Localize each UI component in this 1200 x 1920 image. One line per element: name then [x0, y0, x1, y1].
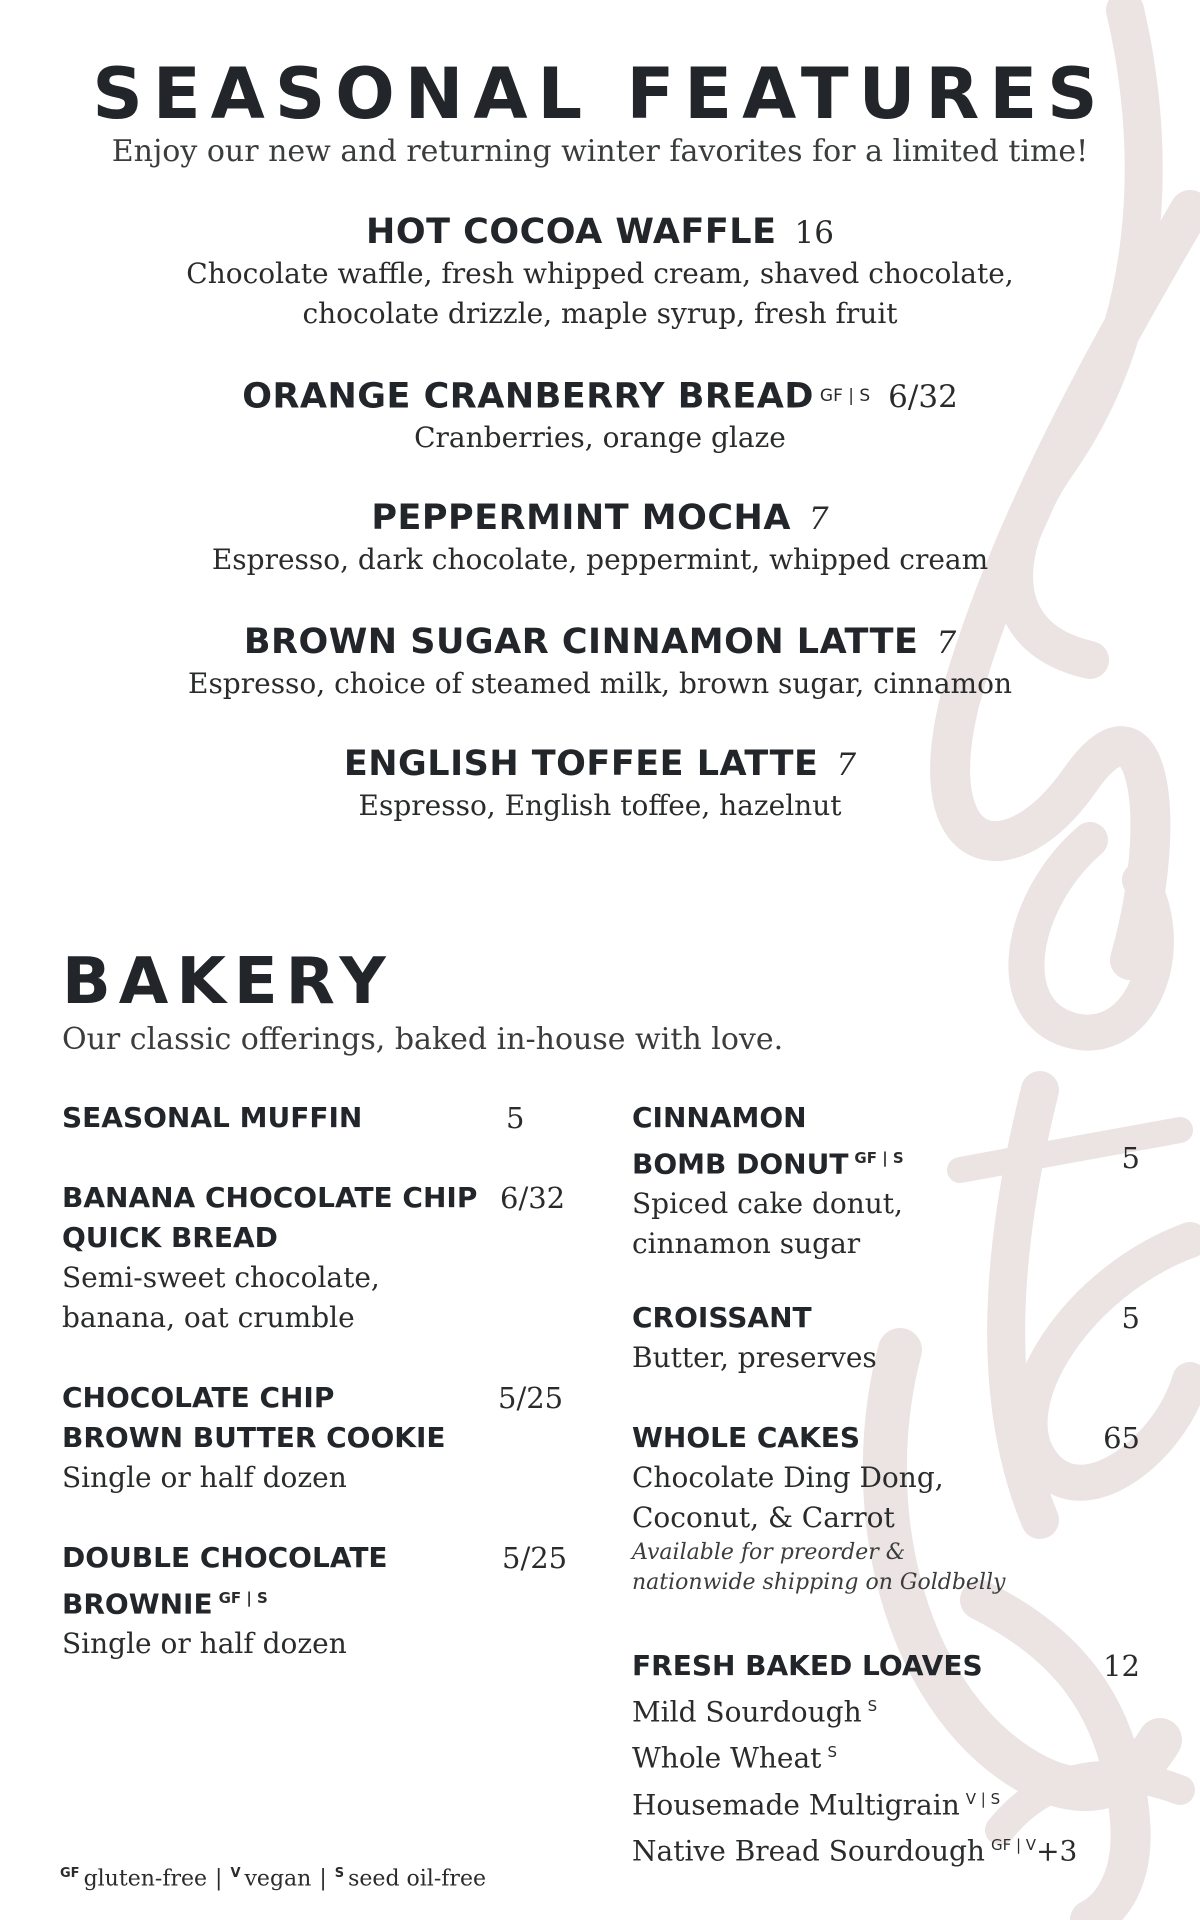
- legend-divider: |: [215, 1866, 223, 1892]
- loaf-option: [632, 1779, 1140, 1825]
- dietary-tags: GF | S: [218, 1589, 268, 1607]
- legend-key: V: [230, 1866, 241, 1881]
- bakery-item: [62, 1538, 572, 1664]
- bakery-item-price: 5: [1121, 1301, 1140, 1335]
- bakery-item-description: Single or half dozen: [62, 1627, 347, 1661]
- description-line: chocolate drizzle, maple syrup, fresh fruit: [302, 297, 898, 330]
- loaf-option: [632, 1732, 1140, 1778]
- dietary-tags: S: [827, 1743, 837, 1762]
- dietary-tags: V | S: [965, 1789, 1001, 1808]
- bakery-item-name-line: [62, 1578, 572, 1624]
- item-name: HOT COCOA WAFFLE: [366, 212, 777, 252]
- dietary-legend: [60, 1858, 486, 1895]
- loaf-name: Mild Sourdough: [632, 1695, 862, 1729]
- loaf-name: Whole Wheat: [632, 1741, 822, 1775]
- legend-label: vegan: [244, 1866, 312, 1892]
- legend-key: GF: [60, 1866, 80, 1881]
- item-name: PEPPERMINT MOCHA: [371, 498, 791, 538]
- loaf-upcharge: +3: [1036, 1834, 1078, 1868]
- item-price: 7: [836, 747, 857, 783]
- description-line: Espresso, English toffee, hazelnut: [358, 789, 842, 822]
- bakery-item-name: BROWN BUTTER COOKIE: [62, 1421, 446, 1454]
- description-line: Espresso, dark chocolate, peppermint, whipped cream: [211, 543, 989, 576]
- item-name: ENGLISH TOFFEE LATTE: [343, 744, 819, 784]
- bakery-item-name-line: [632, 1138, 1140, 1184]
- item-price: 6/32: [888, 379, 958, 416]
- dietary-tags: GF | S: [819, 386, 871, 406]
- seasonal-subtitle: Enjoy our new and returning winter favorites for a limited time!: [111, 134, 1089, 169]
- bakery-item-name: CROISSANT: [632, 1301, 812, 1334]
- dietary-tags: GF | V: [990, 1835, 1037, 1854]
- bakery-item-price: 5/25: [502, 1541, 568, 1575]
- bakery-item-name: CHOCOLATE CHIP: [62, 1381, 335, 1414]
- legend-label: gluten-free: [83, 1866, 208, 1892]
- bakery-item-description: Spiced cake donut,: [632, 1187, 903, 1221]
- item-description: [0, 540, 1200, 580]
- bakery-item-name: QUICK BREAD: [62, 1221, 278, 1254]
- bakery-item-description: banana, oat crumble: [62, 1301, 355, 1334]
- bakery-item-price: 5: [506, 1101, 525, 1135]
- bakery-item-name: DOUBLE CHOCOLATE: [62, 1541, 388, 1574]
- legend-label: seed oil-free: [348, 1866, 486, 1892]
- legend-divider: |: [319, 1866, 327, 1892]
- bakery-item-name: BANANA CHOCOLATE CHIP: [62, 1181, 478, 1214]
- preorder-note: Available for preorder &: [632, 1540, 906, 1565]
- bakery-item-name: FRESH BAKED LOAVES: [632, 1649, 983, 1682]
- loaf-name: Native Bread Sourdough: [632, 1834, 985, 1868]
- bakery-item-price: 65: [1103, 1421, 1140, 1455]
- item-description: [0, 664, 1200, 704]
- item-name: ORANGE CRANBERRY BREAD: [242, 376, 814, 417]
- bakery-item-description: Coconut, & Carrot: [632, 1501, 895, 1534]
- bakery-item-description: Single or half dozen: [62, 1461, 347, 1494]
- item-price: 7: [808, 501, 829, 537]
- bakery-item-description: cinnamon sugar: [632, 1227, 861, 1261]
- seasonal-heading: SEASONAL FEATURES: [92, 53, 1108, 135]
- bakery-item-name: CINNAMON: [632, 1101, 807, 1134]
- dietary-tags: GF | S: [854, 1149, 904, 1167]
- bakery-item-description: Semi-sweet chocolate,: [62, 1261, 380, 1294]
- bakery-item-name: BOMB DONUT: [632, 1147, 849, 1181]
- bakery-item: [62, 1098, 572, 1138]
- item-description: [0, 254, 1200, 334]
- bakery-item: [632, 1298, 1140, 1378]
- bakery-item: [632, 1418, 1140, 1598]
- dietary-tags: S: [867, 1697, 878, 1715]
- item-description: [0, 418, 1200, 458]
- description-line: Cranberries, orange glaze: [414, 421, 786, 454]
- bakery-item: [62, 1178, 572, 1338]
- bakery-item-price: 12: [1103, 1649, 1140, 1683]
- item-price: 16: [794, 215, 834, 251]
- item-description: [0, 786, 1200, 826]
- bakery-item-price: 5: [1121, 1141, 1140, 1175]
- description-line: Espresso, choice of steamed milk, brown sugar, cinnamon: [188, 667, 1012, 700]
- item-price: 7: [936, 625, 957, 661]
- item-name: BROWN SUGAR CINNAMON LATTE: [243, 622, 919, 662]
- description-line: Chocolate waffle, fresh whipped cream, shaved chocolate,: [186, 257, 1014, 290]
- bakery-item-name: WHOLE CAKES: [632, 1421, 861, 1454]
- preorder-note: nationwide shipping on Goldbelly: [632, 1570, 1006, 1595]
- bakery-item-price: 6/32: [500, 1181, 566, 1215]
- bakery-heading: BAKERY: [62, 945, 394, 1019]
- bakery-item-description: Chocolate Ding Dong,: [632, 1461, 944, 1494]
- bakery-item-name: SEASONAL MUFFIN: [62, 1101, 363, 1134]
- legend-key: S: [334, 1866, 345, 1881]
- bakery-item: [62, 1378, 572, 1498]
- loaf-name: Housemade Multigrain: [632, 1787, 960, 1821]
- bakery-item: [632, 1646, 1140, 1871]
- bakery-item-name: BROWNIE: [62, 1587, 213, 1621]
- loaf-option: [632, 1825, 1140, 1871]
- bakery-item-price: 5/25: [498, 1381, 564, 1415]
- bakery-item: [632, 1098, 1140, 1264]
- bakery-subtitle: Our classic offerings, baked in-house with love.: [62, 1022, 784, 1057]
- loaf-option: [632, 1686, 1140, 1732]
- bakery-item-description: Butter, preserves: [632, 1341, 877, 1374]
